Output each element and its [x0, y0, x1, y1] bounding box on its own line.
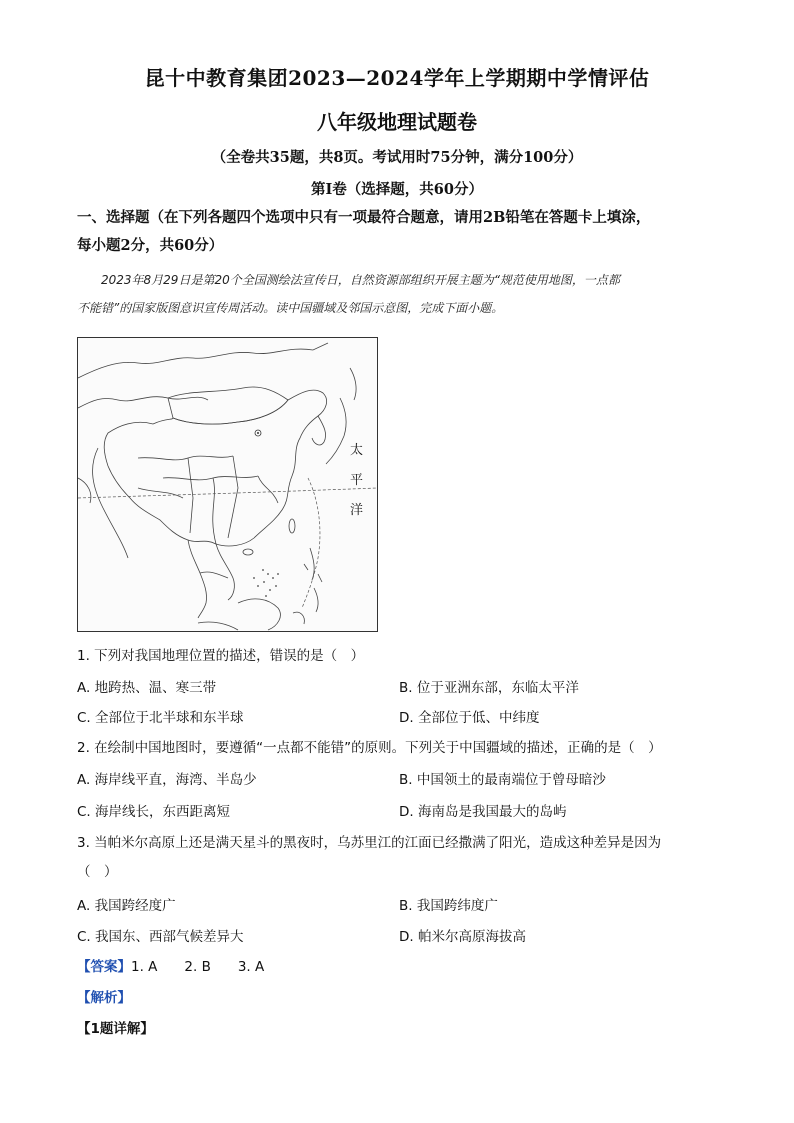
exam-info: （全卷共35题，共8页。考试用时75分钟，满分100分） — [211, 149, 583, 166]
map-label-char: 太 — [350, 443, 364, 458]
pacific-ocean-label — [350, 436, 363, 526]
question-1-option-a[interactable]: A. 地跨热、温、寒三带 — [77, 680, 217, 696]
answer-line — [77, 957, 264, 977]
question-1-stem: 1. 下列对我国地理位置的描述，错误的是（ ） — [77, 648, 365, 664]
answer-label: 【答案】 — [77, 959, 131, 975]
question-3-option-d[interactable]: D. 帕米尔高原海拔高 — [399, 929, 526, 945]
question-3-option-b[interactable]: B. 我国跨纬度广 — [399, 898, 498, 914]
map-label-char: 洋 — [350, 503, 364, 518]
question-3-stem: 3. 当帕米尔高原上还是满天星斗的黑夜时，乌苏里江的江面已经撒满了阳光，造成这种差异是因为 — [77, 835, 662, 851]
section-line-1: 一、选择题（在下列各题四个选项中只有一项最符合题意，请用2B铅笔在答题卡上填涂， — [77, 209, 651, 226]
map-drawing — [78, 338, 377, 631]
exam-subtitle: 八年级地理试题卷 — [317, 110, 477, 134]
china-territory-map — [77, 337, 378, 632]
question-1-option-d[interactable]: D. 全部位于低、中纬度 — [399, 710, 540, 726]
question-2-option-c[interactable]: C. 海岸线长，东西距离短 — [77, 804, 231, 820]
section-line-2: 每小题2分，共60分） — [77, 237, 224, 254]
analysis-label: 【解析】 — [77, 990, 131, 1006]
exam-title: 昆十中教育集团2023—2024学年上学期期中学情评估 — [144, 66, 650, 90]
part-heading: 第Ⅰ卷（选择题，共60分） — [311, 181, 483, 198]
intro-line-2: 不能错”的国家版图意识宣传周活动。读中国疆域及邻国示意图，完成下面小题。 — [77, 301, 504, 315]
question-2-stem: 2. 在绘制中国地图时，要遵循“一点都不能错”的原则。下列关于中国疆域的描述，正确的是（ ） — [77, 740, 662, 756]
map-label-char: 平 — [350, 473, 364, 488]
detail-heading: 【1题详解】 — [77, 1021, 154, 1037]
question-2-option-a[interactable]: A. 海岸线平直，海湾、半岛少 — [77, 772, 257, 788]
question-2-option-b[interactable]: B. 中国领土的最南端位于曾母暗沙 — [399, 772, 606, 788]
section-instructions — [77, 204, 727, 260]
question-3-stem-bracket: （ ） — [77, 864, 118, 880]
question-intro — [77, 266, 727, 322]
question-1-option-b[interactable]: B. 位于亚洲东部，东临太平洋 — [399, 680, 579, 696]
question-2-option-d[interactable]: D. 海南岛是我国最大的岛屿 — [399, 804, 567, 820]
question-1-option-c[interactable]: C. 全部位于北半球和东半球 — [77, 710, 244, 726]
answer-values: 1. A 2. B 3. A — [131, 959, 265, 975]
question-3-option-a[interactable]: A. 我国跨经度广 — [77, 898, 176, 914]
analysis-line — [77, 988, 131, 1008]
question-3-option-c[interactable]: C. 我国东、西部气候差异大 — [77, 929, 244, 945]
intro-line-1: 2023年8月29日是第20个全国测绘法宣传日，自然资源部组织开展主题为“规范使用地图，一点都 — [101, 273, 620, 287]
